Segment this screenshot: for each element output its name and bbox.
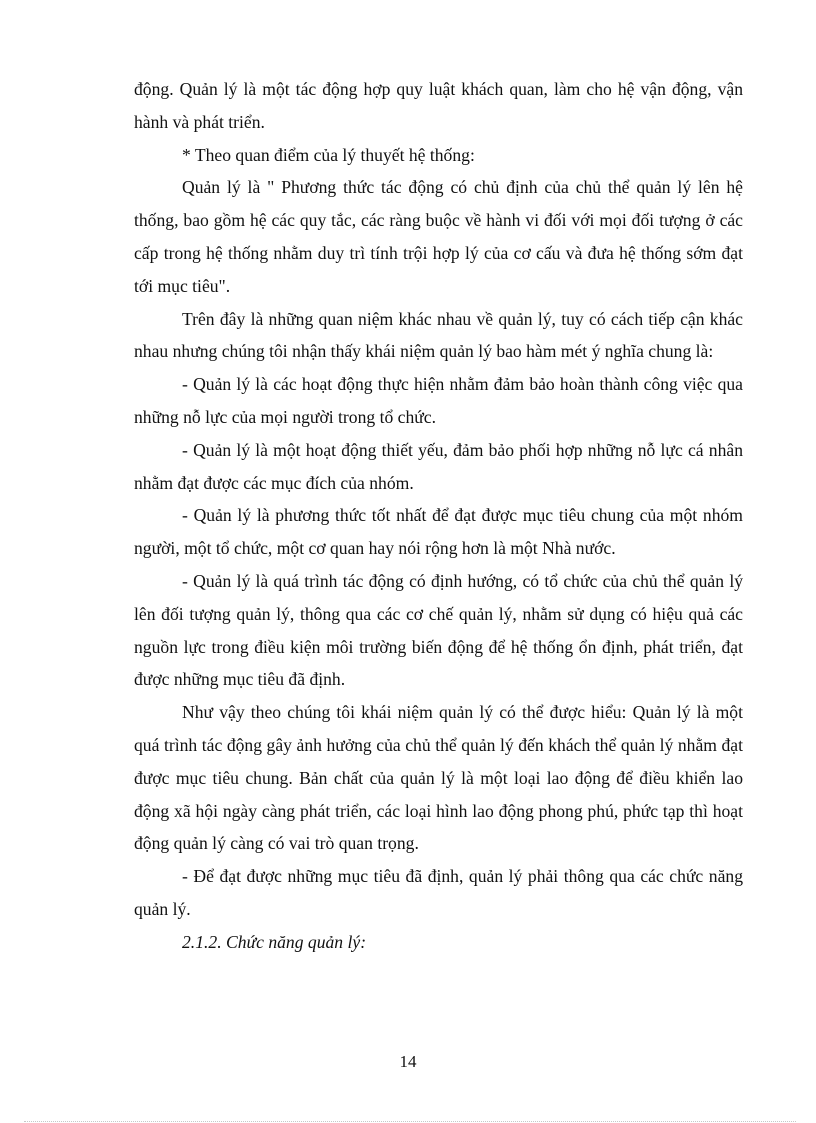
body-text	[134, 73, 743, 959]
paragraph-continuation: động. Quản lý là một tác động hợp quy luật khách quan, làm cho hệ vận động, vận hành và phát triển.	[134, 79, 743, 132]
paragraph-bullet-2: - Quản lý là một hoạt động thiết yếu, đảm bảo phối hợp những nỗ lực cá nhân nhằm đạt được các mục đích của nhóm.	[134, 439, 743, 493]
paragraph-bullet-4: - Quản lý là quá trình tác động có định hướng, có tổ chức của chủ thể quản lý lên đối tượng quản lý, thông qua các cơ chế quản lý, nhằm sử dụng có hiệu quả các nguồn lực trong điều kiện môi trường biến động để hệ thống ổn định, phát triển, đạt được những mục tiêu đã định.	[134, 570, 743, 690]
page-number: 14	[399, 1052, 417, 1071]
paragraph-system-definition: Quản lý là " Phương thức tác động có chủ định của chủ thể quản lý lên hệ thống, bao gồm hệ các quy tắc, các ràng buộc về hành vi đối với mọi đối tượng ở các cấp trong hệ thống nhằm duy trì tính trội hợp lý của cơ cấu và đưa hệ thống sớm đạt tới mục tiêu".	[134, 177, 743, 296]
paragraph-summary-intro: Trên đây là những quan niệm khác nhau về quản lý, tuy có cách tiếp cận khác nhau nhưng chúng tôi nhận thấy khái niệm quản lý bao hàm mét ý nghĩa chung là:	[134, 308, 743, 362]
paragraph-functions-intro: - Để đạt được những mục tiêu đã định, quản lý phải thông qua các chức năng quản lý.	[134, 866, 743, 919]
page-bottom-divider	[24, 1121, 796, 1122]
section-heading: 2.1.2. Chức năng quản lý:	[182, 931, 367, 952]
paragraph-bullet-3: - Quản lý là phương thức tốt nhất để đạt được mục tiêu chung của một nhóm người, một tổ chức, một cơ quan hay nói rộng hơn là một Nhà nước.	[134, 505, 743, 559]
paragraph-bullet-1: - Quản lý là các hoạt động thực hiện nhằm đảm bảo hoàn thành công việc qua những nỗ lực của mọi người trong tổ chức.	[134, 374, 743, 427]
paragraph-conclusion: Như vậy theo chúng tôi khái niệm quản lý có thể được hiểu: Quản lý là một quá trình tác động gây ảnh hưởng của chủ thể quản lý đến khách thể quản lý nhằm đạt được mục tiêu chung. Bản chất của quản lý là một loại lao động để điều khiển lao động xã hội ngày càng phát triển, các loại hình lao động phong phú, phức tạp thì hoạt động quản lý càng có vai trò quan trọng.	[134, 702, 743, 854]
paragraph-system-theory-heading: * Theo quan điểm của lý thuyết hệ thống:	[182, 144, 475, 165]
